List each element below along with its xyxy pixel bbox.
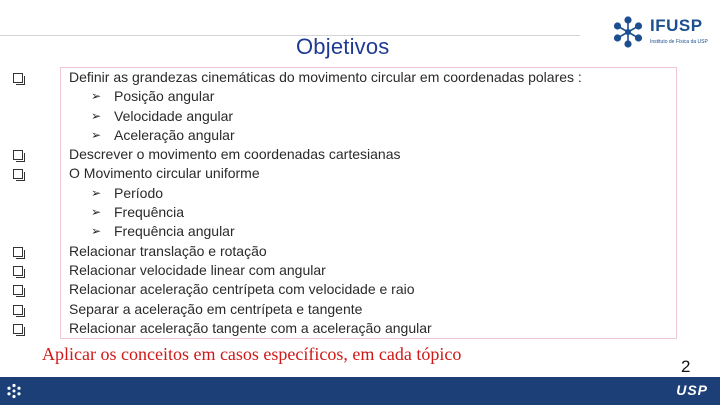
snowflake-logo-icon (610, 12, 646, 52)
checkbox-bullet-icon (13, 150, 23, 160)
objective-text: Separar a aceleração em centrípeta e tangente (69, 300, 363, 317)
page-number: 2 (681, 357, 691, 376)
objective-text: Definir as grandezas cinemáticas do movimento circular em coordenadas polares : (69, 69, 582, 85)
checkbox-bullet-icon (13, 73, 23, 83)
arrow-bullet-icon: ➢ (91, 205, 102, 220)
usp-brand: USP (676, 382, 708, 398)
objective-text: Descrever o movimento em coordenadas cartesianas (69, 146, 401, 163)
objective-subitem (13, 126, 582, 145)
ifusp-logo (610, 12, 710, 52)
objective-item (13, 319, 582, 338)
logo-text: IFUSP (650, 16, 703, 35)
objective-item (13, 242, 582, 261)
objectives-list (13, 68, 582, 338)
objective-text: Relacionar aceleração centrípeta com velocidade e raio (69, 281, 415, 298)
objective-text: Relacionar velocidade linear com angular (69, 261, 326, 278)
header-divider (0, 35, 580, 36)
objective-item (13, 145, 582, 164)
objective-text: Relacionar aceleração tangente com a aceleração angular (69, 319, 432, 336)
checkbox-bullet-icon (13, 266, 23, 276)
objective-text: Período (114, 184, 164, 201)
objective-subitem (13, 203, 582, 222)
objective-text: Frequência angular (114, 223, 235, 240)
objective-item (13, 164, 582, 183)
objective-item (13, 300, 582, 319)
objective-item (13, 261, 582, 280)
objective-text: Posição angular (114, 88, 215, 105)
footer-bar (0, 377, 720, 405)
checkbox-bullet-icon (13, 305, 23, 315)
checkbox-bullet-icon (13, 324, 23, 334)
arrow-bullet-icon: ➢ (91, 108, 102, 123)
objective-subitem (13, 87, 582, 106)
objective-text: Aceleração angular (114, 126, 235, 143)
arrow-bullet-icon: ➢ (91, 185, 102, 200)
arrow-bullet-icon: ➢ (91, 89, 102, 104)
slide-title: Objetivos (296, 34, 390, 59)
checkbox-bullet-icon (13, 285, 23, 295)
objective-text: O Movimento circular uniforme (69, 165, 260, 182)
objective-text: Frequência (114, 204, 185, 221)
arrow-bullet-icon: ➢ (91, 127, 102, 142)
snowflake-logo-icon (6, 383, 22, 399)
apply-concepts-note: Aplicar os conceitos em casos específicos, em cada tópico (42, 344, 462, 364)
objective-item (13, 280, 582, 299)
logo-subtitle: Instituto de Física da USP (650, 39, 708, 45)
checkbox-bullet-icon (13, 247, 23, 257)
objective-text: Relacionar translação e rotação (69, 242, 267, 259)
arrow-bullet-icon: ➢ (91, 224, 102, 239)
objective-subitem (13, 107, 582, 126)
objective-subitem (13, 222, 582, 241)
objective-subitem (13, 184, 582, 203)
objective-text: Velocidade angular (114, 107, 234, 124)
objective-item (13, 68, 582, 87)
checkbox-bullet-icon (13, 169, 23, 179)
